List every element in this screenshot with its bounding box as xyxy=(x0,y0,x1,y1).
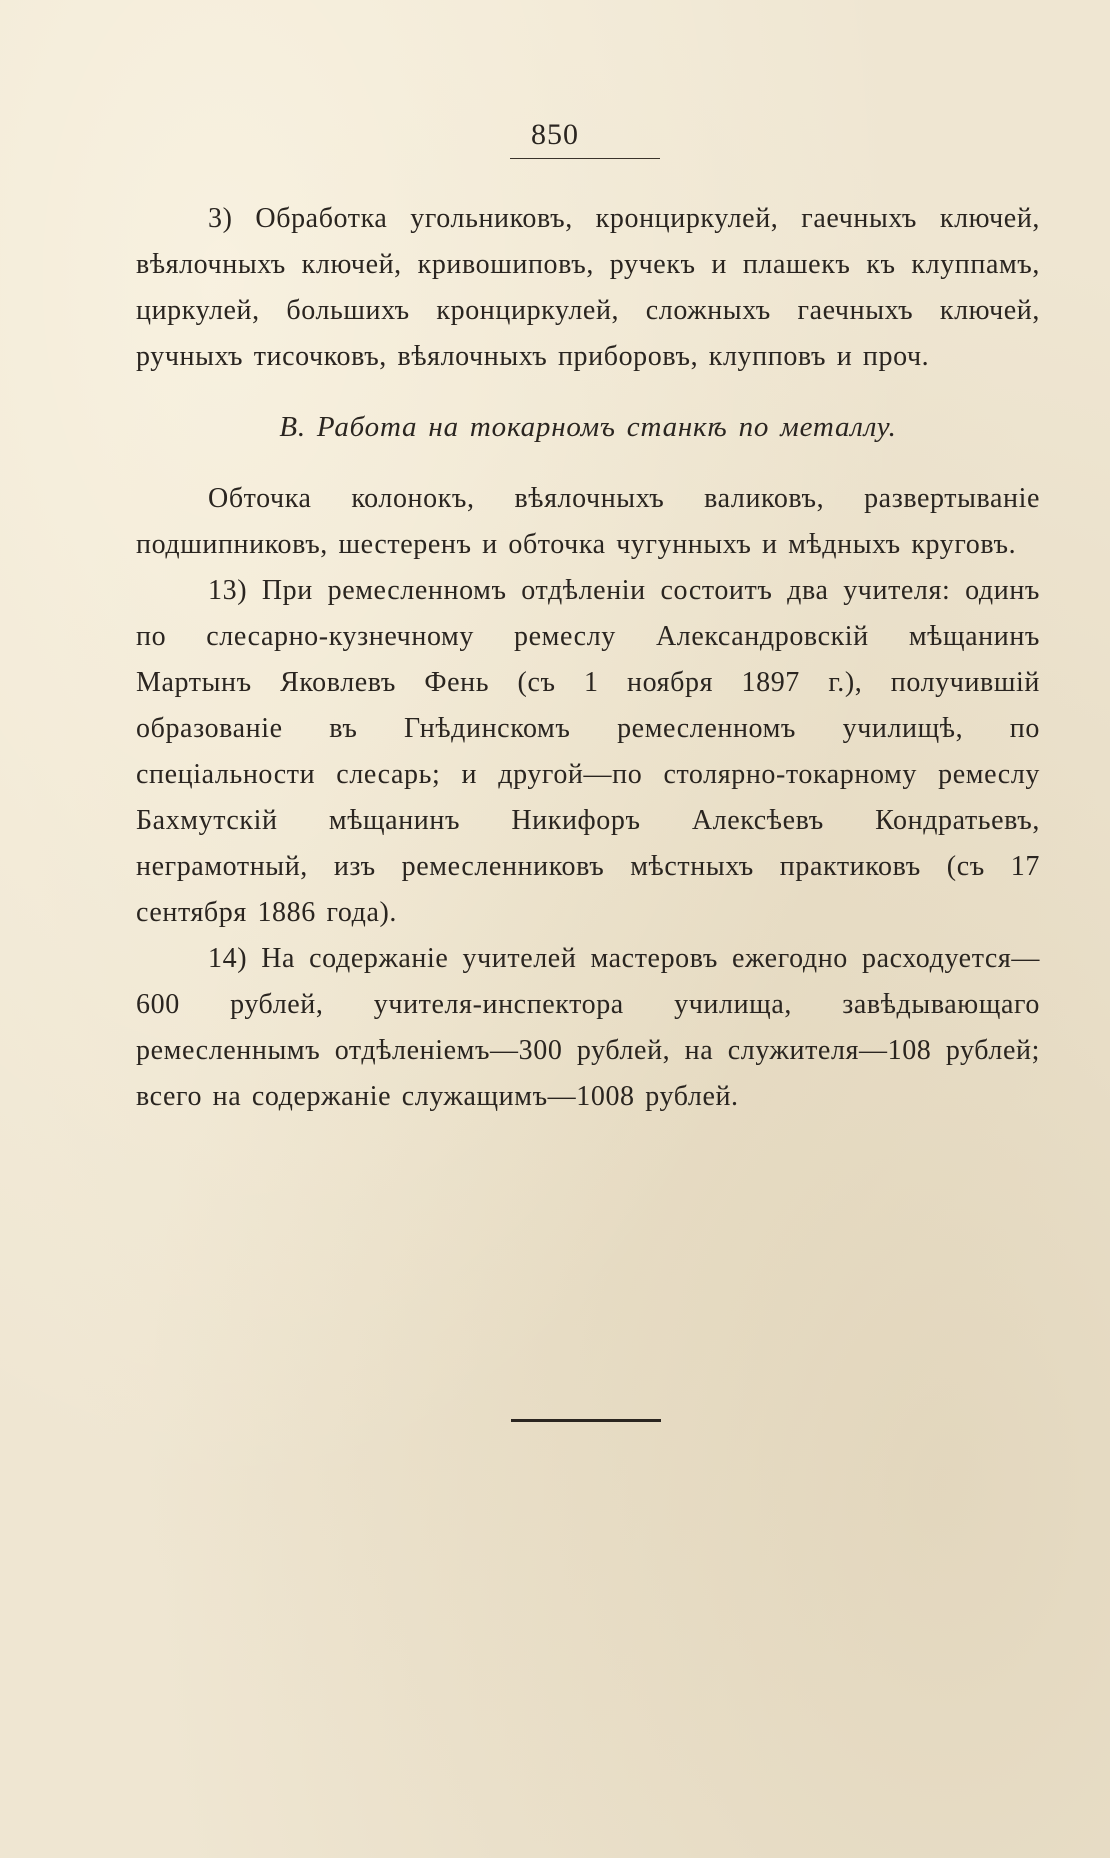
end-rule xyxy=(511,1419,661,1422)
paragraph-turning-work: Обточка колонокъ, вѣялочныхъ валиковъ, развертываніе подшипниковъ, шестеренъ и обточка чугунныхъ и мѣдныхъ круговъ. xyxy=(136,483,1040,560)
page-number: 850 xyxy=(531,118,579,151)
body-text xyxy=(136,196,1040,1120)
header-rule xyxy=(510,158,660,159)
paragraph-item-13: 13) При ремесленномъ отдѣленіи состоитъ два учителя: одинъ по слесарно-кузнечному ремеслу Александровскій мѣщанинъ Мартынъ Яковлевъ Фень (съ 1 ноября 1897 г.), получившій образованіе въ Гнѣдинскомъ ремесленномъ училищѣ, по спеціальности слесарь; и другой—по столярно-токарному ремеслу Бахмутскій мѣщанинъ Никифоръ Алексѣевъ Кондратьевъ, неграмотный, изъ ремесленниковъ мѣстныхъ практиковъ (съ 17 сентября 1886 года). xyxy=(136,575,1040,928)
section-heading-b: В. Работа на токарномъ станкѣ по металлу. xyxy=(279,411,897,443)
paragraph-item-14: 14) На содержаніе учителей мастеровъ ежегодно расходуется—600 рублей, учителя-инспектора училища, завѣдывающаго ремесленнымъ отдѣленіемъ—300 рублей, на служителя—108 рублей; всего на содержаніе служащимъ—1008 рублей. xyxy=(136,943,1040,1112)
paragraph-item-3: 3) Обработка угольниковъ, кронциркулей, гаечныхъ ключей, вѣялочныхъ ключей, кривошиповъ, ручекъ и плашекъ къ клуппамъ, циркулей, большихъ кронциркулей, сложныхъ гаечныхъ ключей, ручныхъ тисочковъ, вѣялочныхъ приборовъ, клупповъ и проч. xyxy=(136,203,1040,372)
